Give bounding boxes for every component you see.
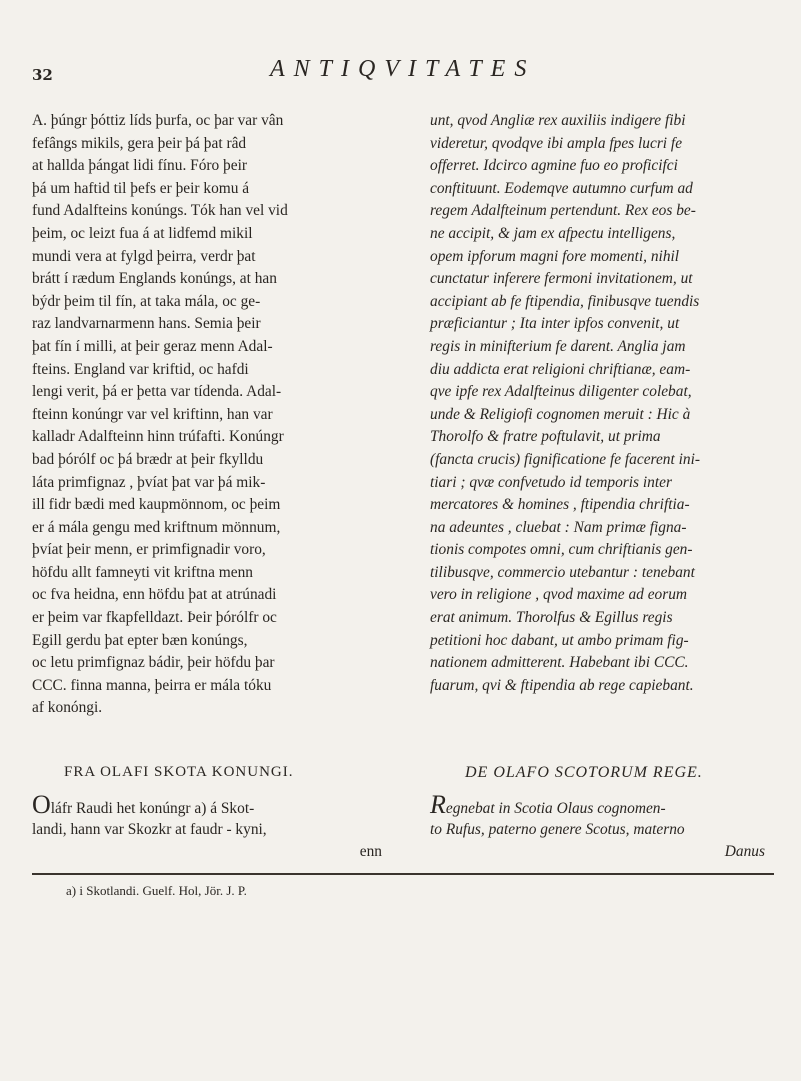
footnote-rule [32, 873, 774, 875]
text-line: tionis compotes omni, cum chriftianis gen- [430, 541, 693, 559]
text-line: þvíat þeir menn, er primfignadir voro, [32, 541, 266, 559]
text-line: þá um haftid til þefs er þeir komu á [32, 179, 250, 197]
text-line: Thorolfo & fratre poftulavit, ut prima [430, 428, 661, 446]
text-line: lengi verit, þá er þetta var tídenda. Adal- [32, 383, 282, 401]
text-line: tilibusqve, commercio utebantur : tenebant [430, 563, 695, 581]
text-line: unde & Religiofi cognomen meruit : Hic à [430, 405, 691, 423]
running-head: ANTIQVITATES [270, 56, 536, 82]
text-line: oc fva heidna, enn höfdu þat at atrúnadi [32, 586, 277, 604]
text-line: A. þúngr þóttiz líds þurfa, oc þar var vân [32, 112, 284, 129]
text-line: conftituunt. Eodemqve autumno curfum ad [430, 179, 693, 197]
drop-cap: O [32, 790, 51, 819]
page-number: 32 [32, 66, 53, 84]
text-line: unt, qvod Angliæ rex auxiliis indigere fibi [430, 112, 686, 129]
text-line: Oláfr Raudi het konúngr a) á Skot- [32, 790, 255, 819]
icelandic-text-column [32, 110, 412, 720]
text-line: ne accipit, & jam ex afpectu intelligens, [430, 224, 676, 242]
text-line: láta primfignaz , þvíat þat var þá mik- [32, 473, 266, 491]
text-line: mundi vera at fylgd þeirra, verdr þat [32, 247, 256, 265]
text-line: accipiant ab fe ftipendia, finibusqve tuendis [430, 292, 700, 310]
text-line: videretur, qvodqve ibi ampla fpes lucri fe [430, 134, 683, 152]
text-line: er á mála gengu med kriftnum mönnum, [32, 518, 281, 536]
text-line: cunctatur inferere fermoni invitationem, ut [430, 270, 693, 288]
text-line: CCC. finna manna, þeirra er mála tóku [32, 676, 272, 694]
text-line: qve ipfe rex Adalfteinus diligenter colebat, [430, 383, 692, 401]
text-line: na adeuntes , cluebat : Nam primæ figna- [430, 518, 687, 536]
text-line: býdr þeim til fín, at taka mála, oc ge- [32, 292, 261, 310]
text-line: erat animum. Thorolfus & Egillus regis [430, 609, 673, 627]
text-line: fuarum, qvi & ftipendia ab rege capiebant. [430, 676, 694, 694]
text-line: fteinn konúngr var vel kriftinn, han var [32, 405, 273, 423]
text-line: landi, hann var Skozkr at faudr - kyni, [32, 820, 267, 838]
catchword: enn [359, 843, 382, 861]
text-line: af konóngi. [32, 699, 103, 717]
text-line: oc letu primfignaz bádir, þeir höfdu þar [32, 654, 275, 672]
latin-text-column [430, 110, 775, 697]
text-line: præficiantur ; Ita inter ipfos convenit, ut [430, 315, 680, 333]
text-line: vero in religione , qvod maxime ad eorum [430, 586, 688, 604]
text-line: to Rufus, paterno genere Scotus, materno [430, 820, 685, 838]
section-heading-icelandic: FRA OLAFI SKOTA KONUNGI. [64, 764, 294, 780]
section-heading-latin: DE OLAFO SCOTORUM REGE. [465, 764, 703, 781]
text-line: Egill gerdu þat epter bæn konúngs, [32, 631, 248, 649]
text-line: er þeim var fkapfelldazt. Þeir þórólfr oc [32, 609, 277, 627]
section-text-latin [430, 790, 775, 864]
text-line: Regnebat in Scotia Olaus cognomen- [430, 790, 666, 819]
text-line: ill fidr bædi med kaupmönnom, oc þeim [32, 496, 281, 514]
text-line: nationem admitterent. Habebant ibi CCC. [430, 654, 689, 672]
text-line: petitioni hoc dabant, ut ambo primam fig- [430, 631, 689, 649]
text-line: fteins. England var kriftid, oc hafdi [32, 360, 249, 378]
footnote: a) i Skotlandi. Guelf. Hol, Jör. J. P. [66, 883, 247, 898]
drop-cap: R [430, 790, 446, 819]
text-line: þeim, oc leizt fua á at lidfemd mikil [32, 224, 253, 242]
catchword: Danus [724, 843, 765, 861]
text-line: tiari ; qvæ confvetudo id temporis inter [430, 473, 672, 491]
text-line: bad þórólf oc þá brædr at þeir fkylldu [32, 450, 264, 468]
text-line: regem Adalfteinum pertendunt. Rex eos be- [430, 202, 696, 220]
text-line: mercatores & homines , ftipendia chriftia- [430, 496, 690, 514]
text-line: höfdu allt famneyti vit kriftna menn [32, 563, 253, 581]
text-line: regis in minifterium fe darent. Anglia jam [430, 337, 686, 355]
text-line: raz landvarnarmenn hans. Semia þeir [32, 315, 261, 333]
text-line: kalladr Adalfteinn hinn trúfafti. Konúngr [32, 428, 284, 446]
text-line: opem ipforum magni fore momenti, nihil [430, 247, 680, 265]
text-line: brátt í rædum Englands konúngs, at han [32, 270, 277, 288]
text-line: þat fín í milli, at þeir geraz menn Adal- [32, 337, 273, 355]
text-line: fund Adalfteins konúngs. Tók han vel vid [32, 202, 288, 220]
text-line: offerret. Idcirco agmine fuo eo proficifci [430, 157, 678, 175]
text-line: fefângs mikils, gera þeir þá þat râd [32, 134, 247, 152]
text-line: diu addicta erat religioni chriftianæ, eam- [430, 360, 691, 378]
section-text-icelandic [32, 790, 412, 864]
text-line: (fancta crucis) fignificatione fe facerent ini- [430, 450, 700, 468]
text-line: at hallda þángat lidi fínu. Fóro þeir [32, 157, 247, 175]
